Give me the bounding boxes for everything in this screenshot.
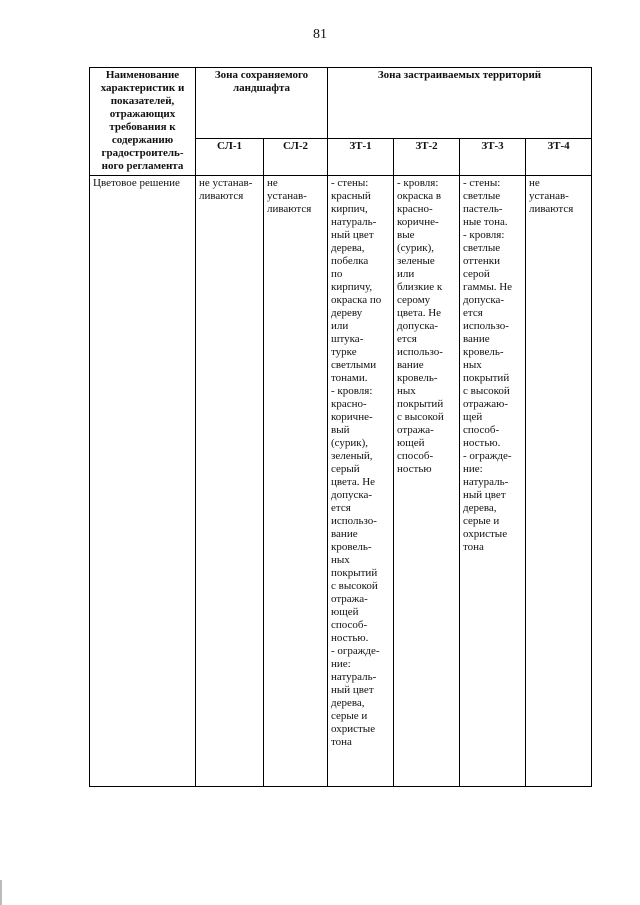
cell-line: отража-: [397, 424, 434, 436]
cell-line: вание: [397, 359, 424, 371]
cell-line: - кровля:: [397, 177, 439, 189]
cell-line: коричне-: [331, 411, 373, 423]
cell-line: ющей: [397, 437, 425, 449]
value-cell-zt3: [460, 176, 526, 787]
cell-line: серый: [331, 463, 360, 475]
cell-line: способ-: [331, 619, 368, 631]
cell-line: серой: [463, 268, 490, 280]
zone-header-zt2: ЗТ-2: [394, 139, 460, 176]
cell-line: ние:: [331, 658, 351, 670]
cell-line: оттенки: [463, 255, 500, 267]
cell-line: с высокой: [397, 411, 444, 423]
cell-line: кровель-: [463, 346, 504, 358]
cell-line: пастель-: [463, 203, 503, 215]
value-cell-sl2: [264, 176, 328, 787]
cell-line: охристые: [463, 528, 508, 540]
cell-line: кровель-: [397, 372, 438, 384]
cell-line: ливаются: [529, 203, 574, 215]
cell-line: ный цвет: [331, 229, 374, 241]
table-row: [90, 176, 592, 787]
cell-line: (сурик),: [331, 437, 369, 449]
cell-line: способ-: [463, 424, 500, 436]
cell-line: светлые: [463, 242, 501, 254]
cell-line: кирпич,: [331, 203, 368, 215]
cell-line: цвета. Не: [397, 307, 442, 319]
cell-line: цвета. Не: [331, 476, 376, 488]
cell-line: отражаю-: [463, 398, 509, 410]
cell-line: серому: [397, 294, 431, 306]
cell-line: натураль-: [331, 671, 377, 683]
header-row-groups: [90, 68, 592, 139]
cell-line: дерева,: [463, 502, 497, 514]
cell-line: способ-: [397, 450, 434, 462]
zone-header-sl1: СЛ-1: [196, 139, 264, 176]
zone-header-sl2: СЛ-2: [264, 139, 328, 176]
cell-line: допуска-: [331, 489, 373, 501]
cell-line: ется: [331, 502, 351, 514]
cell-line: ных: [463, 359, 482, 371]
cell-line: ливаются: [267, 203, 312, 215]
cell-line: не устанав-: [199, 177, 253, 189]
cell-line: не: [267, 177, 278, 189]
cell-line: ется: [463, 307, 483, 319]
cell-line: тона: [331, 736, 352, 748]
cell-line: светлыми: [331, 359, 377, 371]
cell-line: побелка: [331, 255, 369, 267]
cell-line: с высокой: [463, 385, 510, 397]
cell-line: натураль-: [331, 216, 377, 228]
cell-line: близкие к: [397, 281, 443, 293]
cell-line: или: [397, 268, 415, 280]
cell-line: допуска-: [463, 294, 505, 306]
cell-line: - стены:: [331, 177, 369, 189]
cell-line: устанав-: [529, 190, 569, 202]
cell-line: допуска-: [397, 320, 439, 332]
cell-line: ливаются: [199, 190, 244, 202]
cell-line: ние:: [463, 463, 483, 475]
page-number: 81: [313, 27, 327, 42]
cell-line: коричне-: [397, 216, 439, 228]
cell-line: ющей: [331, 606, 359, 618]
cell-line: - кровля:: [331, 385, 373, 397]
cell-line: окраска в: [397, 190, 442, 202]
zone-header-zt3: ЗТ-3: [460, 139, 526, 176]
cell-line: гаммы. Не: [463, 281, 513, 293]
param-header: Наименование характеристик и показателей, отражающих требования к содержанию градостроитель-ного регламента: [90, 68, 196, 176]
cell-line: покрытий: [331, 567, 378, 579]
cell-line: с высокой: [331, 580, 378, 592]
cell-line: дереву: [331, 307, 363, 319]
cell-line: ностью.: [463, 437, 501, 449]
cell-line: турке: [331, 346, 357, 358]
cell-line: по: [331, 268, 343, 280]
scan-edge-mark: [0, 880, 2, 905]
cell-line: охристые: [331, 723, 376, 735]
cell-line: зеленый,: [331, 450, 373, 462]
cell-line: вый: [331, 424, 350, 436]
value-cell-zt1: [328, 176, 394, 787]
cell-line: вание: [463, 333, 490, 345]
cell-line: кирпичу,: [331, 281, 373, 293]
cell-line: дерева,: [331, 242, 365, 254]
cell-line: светлые: [463, 190, 501, 202]
cell-line: красно-: [397, 203, 433, 215]
cell-line: штука-: [331, 333, 364, 345]
cell-line: дерева,: [331, 697, 365, 709]
cell-line: или: [331, 320, 349, 332]
cell-line: ется: [397, 333, 417, 345]
cell-line: тона: [463, 541, 484, 553]
cell-line: покрытий: [397, 398, 444, 410]
value-cell-zt2: [394, 176, 460, 787]
param-cell: Цветовое решение: [90, 176, 196, 787]
cell-line: - огражде-: [463, 450, 512, 462]
cell-line: не: [529, 177, 540, 189]
cell-line: серые и: [331, 710, 368, 722]
cell-line: ный цвет: [331, 684, 374, 696]
cell-line: кровель-: [331, 541, 372, 553]
cell-line: красно-: [331, 398, 367, 410]
cell-line: ных: [397, 385, 416, 397]
cell-line: ные тона.: [463, 216, 508, 228]
cell-line: щей: [463, 411, 483, 423]
zone-header-zt4: ЗТ-4: [526, 139, 592, 176]
cell-line: зеленые: [397, 255, 435, 267]
cell-line: устанав-: [267, 190, 307, 202]
cell-line: красный: [331, 190, 371, 202]
cell-line: использо-: [331, 515, 377, 527]
cell-line: покрытий: [463, 372, 510, 384]
group-header-built-up: Зона застраиваемых территорий: [328, 68, 592, 139]
cell-line: вые: [397, 229, 415, 241]
regulation-table: [89, 67, 592, 787]
cell-line: - стены:: [463, 177, 501, 189]
cell-line: - огражде-: [331, 645, 380, 657]
value-cell-zt4: [526, 176, 592, 787]
cell-line: натураль-: [463, 476, 509, 488]
cell-line: тонами.: [331, 372, 368, 384]
cell-line: ностью.: [331, 632, 369, 644]
cell-line: окраска по: [331, 294, 382, 306]
group-header-landscape: Зона сохраняемого ландшафта: [196, 68, 328, 139]
cell-line: ный цвет: [463, 489, 506, 501]
cell-line: использо-: [397, 346, 443, 358]
cell-line: - кровля:: [463, 229, 505, 241]
cell-line: использо-: [463, 320, 509, 332]
value-cell-sl1: [196, 176, 264, 787]
zone-header-zt1: ЗТ-1: [328, 139, 394, 176]
cell-line: серые и: [463, 515, 500, 527]
cell-line: ностью: [397, 463, 432, 475]
cell-line: ных: [331, 554, 350, 566]
cell-line: (сурик),: [397, 242, 435, 254]
cell-line: вание: [331, 528, 358, 540]
cell-line: отража-: [331, 593, 368, 605]
